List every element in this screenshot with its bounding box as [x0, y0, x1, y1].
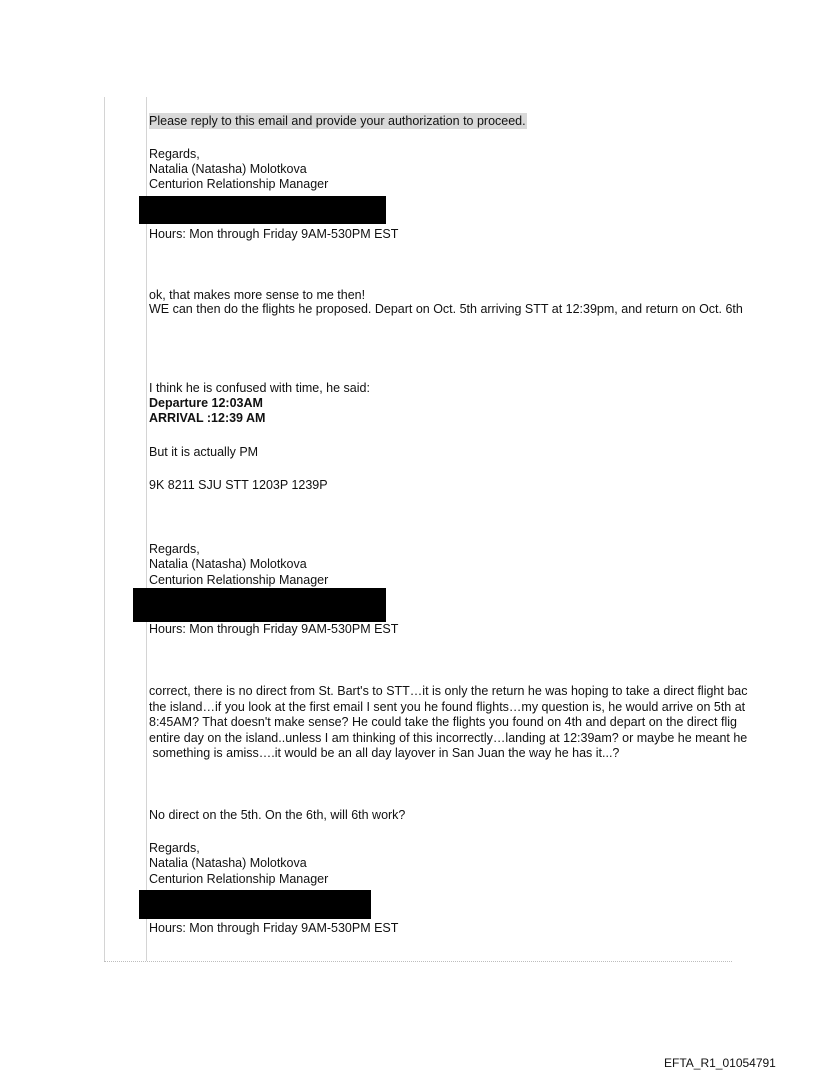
highlighted-text: Please reply to this email and provide your authorization to proceed. — [149, 114, 526, 128]
message-line-3: 8:45AM? That doesn't make sense? He could take the flights you found on 4th and depart on the direct flig — [149, 715, 737, 729]
message-line-5: something is amiss….it would be an all day layover in San Juan the way he has it...? — [149, 746, 620, 760]
signature-regards: Regards, — [149, 542, 200, 556]
signature-regards: Regards, — [149, 147, 200, 161]
reply-line-1: ok, that makes more sense to me then! — [149, 288, 366, 302]
authorization-request — [149, 114, 527, 129]
flight-details: 9K 8211 SJU STT 1203P 1239P — [149, 478, 328, 492]
signature-title: Centurion Relationship Manager — [149, 872, 329, 886]
quote-border-bottom — [104, 961, 732, 962]
signature-title: Centurion Relationship Manager — [149, 573, 329, 587]
redaction-bar — [139, 890, 371, 919]
signature-hours: Hours: Mon through Friday 9AM-530PM EST — [149, 921, 399, 935]
signature-hours: Hours: Mon through Friday 9AM-530PM EST — [149, 227, 399, 241]
signature-regards: Regards, — [149, 841, 200, 855]
signature-name: Natalia (Natasha) Molotkova — [149, 162, 307, 176]
departure-time: Departure 12:03AM — [149, 396, 263, 410]
bates-number: EFTA_R1_01054791 — [664, 1056, 776, 1070]
quote-border-left — [104, 97, 105, 961]
message-line-1: correct, there is no direct from St. Bart's to STT…it is only the return he was hoping to take a direct flight bac — [149, 684, 748, 698]
arrival-time: ARRIVAL :12:39 AM — [149, 411, 266, 425]
quote-border-inner — [146, 97, 147, 961]
signature-title: Centurion Relationship Manager — [149, 177, 329, 191]
signature-name: Natalia (Natasha) Molotkova — [149, 557, 307, 571]
time-confusion-intro: I think he is confused with time, he said: — [149, 381, 370, 395]
redaction-bar — [133, 588, 386, 622]
actually-pm-note: But it is actually PM — [149, 445, 259, 459]
signature-name: Natalia (Natasha) Molotkova — [149, 856, 307, 870]
message-line-2: the island…if you look at the first email I sent you he found flights…my question is, he would arrive on 5th at — [149, 700, 746, 714]
availability-question: No direct on the 5th. On the 6th, will 6th work? — [149, 808, 406, 822]
message-line-4: entire day on the island..unless I am thinking of this incorrectly…landing at 12:39am? or maybe he meant he — [149, 731, 748, 745]
redaction-bar — [139, 196, 386, 224]
reply-line-2: WE can then do the flights he proposed. Depart on Oct. 5th arriving STT at 12:39pm, and return on Oct. 6th — [149, 302, 743, 316]
signature-hours: Hours: Mon through Friday 9AM-530PM EST — [149, 622, 399, 636]
